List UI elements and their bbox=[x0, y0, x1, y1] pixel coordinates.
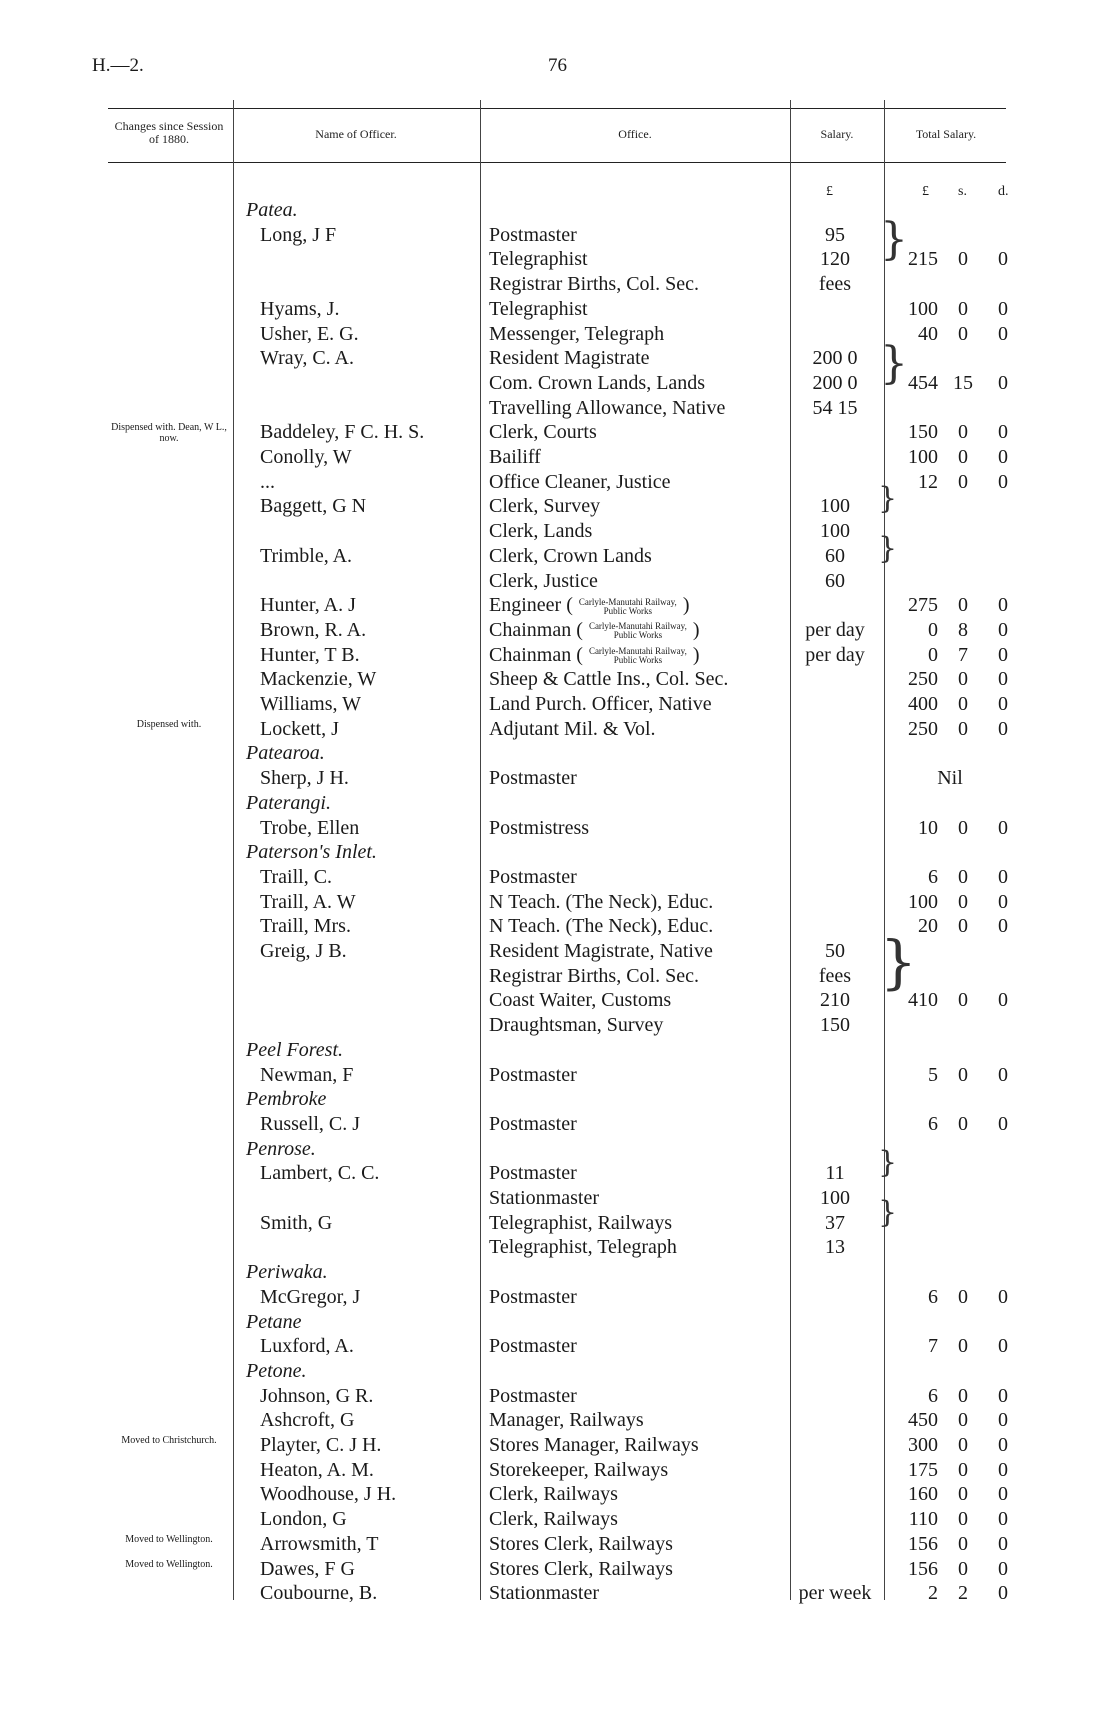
table-row bbox=[0, 766, 1114, 790]
office-title-text: Engineer bbox=[489, 594, 562, 617]
total-shillings: 0 bbox=[958, 693, 968, 715]
total-shillings: 0 bbox=[958, 1532, 968, 1555]
salary-value: 11 bbox=[825, 1162, 845, 1185]
officer-name: Arrowsmith, T bbox=[260, 1532, 379, 1555]
change-note: Moved to Christchurch. bbox=[121, 1435, 217, 1446]
place-heading-row bbox=[0, 1137, 1114, 1161]
office-note: Carlyle-Manutahi Railway, Public Works bbox=[588, 646, 687, 665]
brace-icon: } bbox=[878, 481, 898, 516]
pence-unit: d. bbox=[998, 184, 1009, 199]
total-pounds: 300 bbox=[908, 1434, 938, 1456]
total-pounds: 215 bbox=[908, 248, 938, 271]
officer-name: Russell, C. J bbox=[260, 1112, 361, 1135]
place-heading-row bbox=[0, 1359, 1114, 1383]
total-pounds: 6 bbox=[928, 865, 938, 888]
table-row bbox=[0, 717, 1114, 741]
salary-value: fees bbox=[818, 964, 852, 987]
total-shillings: 15 bbox=[953, 371, 973, 394]
place-name: Pembroke bbox=[246, 1088, 327, 1111]
total-pence: 0 bbox=[998, 618, 1008, 641]
salary-value: 37 bbox=[825, 1211, 845, 1234]
office-title: Postmaster bbox=[489, 223, 577, 246]
office-title: Engineer ( Carlyle-Manutahi Railway, Public Works ) bbox=[489, 594, 690, 617]
table-row bbox=[0, 988, 1114, 1012]
total-shillings: 2 bbox=[958, 1582, 968, 1605]
total-pence: 0 bbox=[998, 1483, 1008, 1506]
office-title: Stores Clerk, Railways bbox=[489, 1557, 673, 1580]
office-title: Clerk, Survey bbox=[489, 495, 601, 518]
officer-name: ... bbox=[260, 470, 275, 493]
table-row bbox=[0, 618, 1114, 642]
place-heading-row bbox=[0, 198, 1114, 222]
place-name: Paterangi. bbox=[246, 791, 331, 814]
officer-name: Mackenzie, W bbox=[260, 668, 377, 691]
table-row bbox=[0, 1458, 1114, 1482]
change-note: Moved to Wellington. bbox=[125, 1558, 213, 1570]
office-title: Telegraphist, Railways bbox=[489, 1211, 672, 1234]
officer-name: Smith, G bbox=[260, 1211, 333, 1234]
office-title: Telegraphist bbox=[489, 248, 588, 271]
office-title: Office Cleaner, Justice bbox=[489, 470, 671, 493]
total-pounds: 100 bbox=[908, 446, 938, 468]
officer-name: Traill, Mrs. bbox=[260, 915, 351, 938]
total-shillings: 0 bbox=[958, 1434, 968, 1456]
officer-name: Dawes, F G bbox=[260, 1557, 355, 1580]
office-title: Coast Waiter, Customs bbox=[489, 989, 672, 1012]
office-title: Com. Crown Lands, Lands bbox=[489, 371, 706, 394]
table-row bbox=[0, 1013, 1114, 1037]
total-pounds: 100 bbox=[908, 890, 938, 913]
table-row bbox=[0, 1581, 1114, 1605]
place-heading-row bbox=[0, 840, 1114, 864]
total-pounds: 275 bbox=[908, 594, 938, 617]
officer-name: McGregor, J bbox=[260, 1285, 361, 1308]
office-title: Resident Magistrate bbox=[489, 347, 650, 370]
table-row bbox=[0, 470, 1114, 494]
officer-name: Ashcroft, G bbox=[260, 1409, 355, 1432]
salary-value: 200 0 bbox=[812, 347, 858, 370]
brace-icon: } bbox=[880, 214, 908, 265]
total-pounds: 7 bbox=[928, 1335, 938, 1358]
officer-name: Baddeley, F C. H. S. bbox=[260, 421, 425, 444]
office-title: Clerk, Crown Lands bbox=[489, 544, 652, 567]
office-title: N Teach. (The Neck), Educ. bbox=[489, 890, 714, 913]
header-rule bbox=[108, 162, 1006, 163]
place-name: Patea. bbox=[246, 199, 298, 221]
change-note: Moved to Wellington. bbox=[125, 1533, 213, 1545]
place-heading-row bbox=[0, 1038, 1114, 1062]
total-pence: 0 bbox=[998, 1582, 1008, 1605]
officer-name: Wray, C. A. bbox=[260, 347, 354, 370]
place-heading-row bbox=[0, 741, 1114, 765]
pounds-unit: £ bbox=[922, 184, 929, 199]
table-row bbox=[0, 322, 1114, 346]
officer-name: Newman, F bbox=[260, 1063, 354, 1086]
place-name: Petone. bbox=[246, 1359, 307, 1382]
total-pence: 0 bbox=[998, 816, 1008, 839]
table-row bbox=[0, 544, 1114, 568]
total-pounds: 400 bbox=[908, 693, 938, 715]
total-pence: 0 bbox=[998, 1409, 1008, 1432]
table-row bbox=[0, 420, 1114, 444]
total-shillings: 0 bbox=[958, 1508, 968, 1531]
total-pounds: 250 bbox=[908, 668, 938, 691]
total-pence: 0 bbox=[998, 890, 1008, 913]
salary-value: 13 bbox=[825, 1236, 845, 1259]
office-title: Stores Clerk, Railways bbox=[489, 1532, 673, 1555]
total-pounds: 0 bbox=[928, 618, 938, 641]
salary-value: 100 bbox=[820, 520, 850, 543]
table-row bbox=[0, 519, 1114, 543]
salary-value: 100 bbox=[820, 1187, 850, 1209]
office-title: Bailiff bbox=[489, 446, 541, 468]
table-row bbox=[0, 1507, 1114, 1531]
salary-value: 210 bbox=[820, 989, 850, 1012]
office-title: Postmaster bbox=[489, 1112, 577, 1135]
total-pence: 0 bbox=[998, 322, 1008, 345]
total-shillings: 0 bbox=[958, 1112, 968, 1135]
total-pence: 0 bbox=[998, 1508, 1008, 1531]
table-row bbox=[0, 939, 1114, 963]
office-title: Postmaster bbox=[489, 1162, 577, 1185]
total-shillings: 0 bbox=[958, 297, 968, 320]
total-pence: 0 bbox=[998, 446, 1008, 468]
officer-name: Coubourne, B. bbox=[260, 1582, 378, 1605]
total-shillings: 0 bbox=[958, 890, 968, 913]
place-name: Penrose. bbox=[246, 1137, 316, 1160]
place-heading-row bbox=[0, 1310, 1114, 1334]
change-note: Dispensed with. Dean, W L., now. bbox=[111, 422, 227, 445]
column-header-name: Name of Officer. bbox=[315, 127, 397, 141]
table-row bbox=[0, 371, 1114, 395]
table-row bbox=[0, 890, 1114, 914]
total-pence: 0 bbox=[998, 693, 1008, 715]
salary-value: 60 bbox=[825, 569, 845, 592]
total-shillings: 0 bbox=[958, 915, 968, 938]
table-row bbox=[0, 1235, 1114, 1259]
office-title: Messenger, Telegraph bbox=[489, 322, 665, 345]
table-row bbox=[0, 1334, 1114, 1358]
total-shillings: 0 bbox=[958, 717, 968, 740]
place-heading-row bbox=[0, 791, 1114, 815]
office-title: Postmaster bbox=[489, 865, 577, 888]
total-pence: 0 bbox=[998, 717, 1008, 740]
officer-name: Hyams, J. bbox=[260, 297, 340, 320]
office-title: Adjutant Mil. & Vol. bbox=[489, 717, 656, 740]
office-title: Postmaster bbox=[489, 767, 577, 790]
total-pence: 0 bbox=[998, 594, 1008, 617]
officer-name: Woodhouse, J H. bbox=[260, 1483, 397, 1506]
officer-name: London, G bbox=[260, 1508, 347, 1531]
total-pence: 0 bbox=[998, 1063, 1008, 1086]
table-row bbox=[0, 223, 1114, 247]
office-title: Stationmaster bbox=[489, 1582, 599, 1605]
table-row bbox=[0, 297, 1114, 321]
document-reference: H.—2. bbox=[92, 55, 144, 76]
table-row bbox=[0, 816, 1114, 840]
office-title: Postmaster bbox=[489, 1063, 577, 1086]
table-row bbox=[0, 865, 1114, 889]
total-pounds: 6 bbox=[928, 1285, 938, 1308]
total-pounds: 160 bbox=[908, 1483, 938, 1506]
total-shillings: 0 bbox=[958, 421, 968, 444]
total-pounds: 100 bbox=[908, 297, 938, 320]
total-pence: 0 bbox=[998, 1458, 1008, 1481]
total-pounds: 250 bbox=[908, 717, 938, 740]
table-row bbox=[0, 1161, 1114, 1185]
salary-unit: £ bbox=[826, 184, 833, 199]
total-shillings: 0 bbox=[958, 470, 968, 493]
office-title: Clerk, Justice bbox=[489, 569, 598, 592]
total-shillings: 0 bbox=[958, 1285, 968, 1308]
officer-name: Luxford, A. bbox=[260, 1335, 354, 1358]
office-title: Stationmaster bbox=[489, 1187, 599, 1209]
place-heading-row bbox=[0, 1087, 1114, 1111]
place-name: Petane bbox=[246, 1310, 302, 1333]
salary-value: 60 bbox=[825, 544, 845, 567]
office-title: Registrar Births, Col. Sec. bbox=[489, 273, 699, 296]
salary-value: per day bbox=[805, 643, 865, 666]
office-title: Chainman ( Carlyle-Manutahi Railway, Public Works ) bbox=[489, 643, 700, 666]
officer-name: Usher, E. G. bbox=[260, 322, 359, 345]
column-header-total: Total Salary. bbox=[915, 127, 977, 141]
total-pounds: 410 bbox=[908, 989, 938, 1012]
total-pence: 0 bbox=[998, 1434, 1008, 1456]
office-title: Postmaster bbox=[489, 1335, 577, 1358]
table-row bbox=[0, 1384, 1114, 1408]
officer-name: Trimble, A. bbox=[260, 544, 353, 567]
total-shillings: 8 bbox=[958, 618, 968, 641]
office-title: Postmaster bbox=[489, 1384, 577, 1407]
salary-value: 120 bbox=[820, 248, 850, 271]
table-row bbox=[0, 494, 1114, 518]
table-row bbox=[0, 1063, 1114, 1087]
table-row bbox=[0, 1211, 1114, 1235]
office-title-text: Chainman bbox=[489, 618, 572, 641]
total-shillings: 0 bbox=[958, 1335, 968, 1358]
total-pounds: 6 bbox=[928, 1112, 938, 1135]
total-pounds: 110 bbox=[908, 1508, 938, 1531]
table-row bbox=[0, 964, 1114, 988]
total-pence: 0 bbox=[998, 371, 1008, 394]
office-title: Postmaster bbox=[489, 1285, 577, 1308]
brace-icon: } bbox=[880, 928, 917, 996]
total-pounds: 2 bbox=[928, 1582, 938, 1605]
table-row bbox=[0, 1557, 1114, 1581]
total-pence: 0 bbox=[998, 865, 1008, 888]
total-shillings: 0 bbox=[958, 322, 968, 345]
column-header-office: Office. bbox=[618, 127, 652, 141]
officer-name: Hunter, T B. bbox=[260, 643, 360, 666]
officer-name: Heaton, A. M. bbox=[260, 1458, 374, 1481]
total-pounds: 5 bbox=[928, 1063, 938, 1086]
officer-name: Greig, J B. bbox=[260, 940, 347, 962]
officer-name: Trobe, Ellen bbox=[260, 816, 360, 839]
officer-name: Hunter, A. J bbox=[260, 594, 356, 617]
total-shillings: 0 bbox=[958, 248, 968, 271]
total-shillings: 0 bbox=[958, 1063, 968, 1086]
officer-name: Baggett, G N bbox=[260, 495, 367, 518]
officer-name: Playter, C. J H. bbox=[260, 1434, 382, 1456]
salary-value: 100 bbox=[820, 495, 850, 518]
total-shillings: 0 bbox=[958, 1458, 968, 1481]
brace-icon: } bbox=[878, 531, 898, 566]
total-pence: 0 bbox=[998, 668, 1008, 691]
officer-name: Lockett, J bbox=[260, 717, 339, 740]
total-pounds: 156 bbox=[908, 1557, 938, 1580]
salary-value: per week bbox=[798, 1582, 872, 1605]
table-row bbox=[0, 692, 1114, 716]
total-shillings: 0 bbox=[958, 1483, 968, 1506]
office-title: Resident Magistrate, Native bbox=[489, 940, 713, 962]
page-number: 76 bbox=[548, 55, 567, 76]
table-row bbox=[0, 593, 1114, 617]
office-title: Draughtsman, Survey bbox=[489, 1014, 664, 1037]
total-shillings: 0 bbox=[958, 1384, 968, 1407]
office-title: Land Purch. Officer, Native bbox=[489, 693, 712, 715]
table-row bbox=[0, 1112, 1114, 1136]
top-rule bbox=[108, 108, 1006, 109]
total-pounds: 450 bbox=[908, 1409, 938, 1432]
total-pence: 0 bbox=[998, 989, 1008, 1012]
officer-name: Williams, W bbox=[260, 693, 362, 715]
salary-value: per day bbox=[805, 618, 865, 641]
total-pounds: 10 bbox=[918, 816, 938, 839]
officer-name: Conolly, W bbox=[260, 446, 352, 468]
total-shillings: 0 bbox=[958, 446, 968, 468]
total-pence: 0 bbox=[998, 1112, 1008, 1135]
place-name: Peel Forest. bbox=[246, 1038, 344, 1061]
table-row bbox=[0, 1433, 1114, 1457]
office-title: Clerk, Courts bbox=[489, 421, 597, 444]
total-shillings: 7 bbox=[958, 643, 968, 666]
total-shillings: 0 bbox=[958, 1409, 968, 1432]
office-title: Travelling Allowance, Native bbox=[489, 396, 726, 419]
table-row bbox=[0, 569, 1114, 593]
total-shillings: 0 bbox=[958, 816, 968, 839]
office-title: Telegraphist, Telegraph bbox=[489, 1236, 677, 1259]
office-title: Registrar Births, Col. Sec. bbox=[489, 964, 699, 987]
officer-name: Sherp, J H. bbox=[260, 767, 349, 790]
total-pence: 0 bbox=[998, 1384, 1008, 1407]
table-row bbox=[0, 667, 1114, 691]
total-shillings: 0 bbox=[958, 594, 968, 617]
total-pounds: 20 bbox=[918, 915, 938, 938]
office-title: Clerk, Lands bbox=[489, 520, 593, 543]
total-pence: 0 bbox=[998, 1557, 1008, 1580]
change-note: Dispensed with. bbox=[136, 718, 202, 730]
table-row bbox=[0, 396, 1114, 420]
office-title: Clerk, Railways bbox=[489, 1483, 618, 1506]
office-title: Manager, Railways bbox=[489, 1409, 644, 1432]
total-pence: 0 bbox=[998, 1335, 1008, 1358]
total-shillings: 0 bbox=[958, 668, 968, 691]
total-nil: Nil bbox=[937, 767, 963, 790]
salary-value: 95 bbox=[825, 223, 845, 246]
salary-value: 150 bbox=[820, 1014, 850, 1037]
total-pounds: 150 bbox=[908, 421, 938, 444]
officer-name: Lambert, C. C. bbox=[260, 1162, 380, 1185]
total-shillings: 0 bbox=[958, 1557, 968, 1580]
office-note: Carlyle-Manutahi Railway, Public Works bbox=[588, 621, 687, 641]
officer-name: Traill, A. W bbox=[260, 890, 356, 913]
office-title: Storekeeper, Railways bbox=[489, 1458, 669, 1481]
total-pounds: 12 bbox=[918, 470, 938, 493]
table-row bbox=[0, 1482, 1114, 1506]
table-row bbox=[0, 247, 1114, 271]
table-row bbox=[0, 1408, 1114, 1432]
total-pence: 0 bbox=[998, 421, 1008, 444]
total-pounds: 156 bbox=[908, 1532, 938, 1555]
total-pounds: 175 bbox=[908, 1458, 938, 1481]
total-pounds: 454 bbox=[908, 371, 938, 394]
table-row bbox=[0, 1532, 1114, 1556]
officer-name: Johnson, G R. bbox=[260, 1384, 374, 1407]
brace-icon: } bbox=[878, 1145, 898, 1180]
officer-name: Traill, C. bbox=[260, 865, 333, 888]
office-title: Clerk, Railways bbox=[489, 1508, 618, 1531]
office-title: Sheep & Cattle Ins., Col. Sec. bbox=[489, 668, 729, 691]
salary-value: 50 bbox=[825, 940, 845, 962]
place-heading-row bbox=[0, 1260, 1114, 1284]
total-pence: 0 bbox=[998, 1285, 1008, 1308]
table-row bbox=[0, 914, 1114, 938]
total-pence: 0 bbox=[998, 248, 1008, 271]
office-note: Carlyle-Manutahi Railway, Public Works bbox=[578, 596, 677, 616]
salary-value: 200 0 bbox=[812, 371, 858, 394]
table-row bbox=[0, 272, 1114, 296]
salary-value: 54 15 bbox=[812, 396, 858, 419]
place-name: Paterson's Inlet. bbox=[246, 841, 377, 864]
officer-name: Long, J F bbox=[260, 223, 337, 246]
office-title: Telegraphist bbox=[489, 297, 588, 320]
officer-name: Brown, R. A. bbox=[260, 618, 367, 641]
brace-icon: } bbox=[880, 338, 908, 389]
column-header-salary: Salary. bbox=[820, 127, 854, 141]
place-name: Patearoa. bbox=[246, 742, 325, 765]
office-title-text: Chainman bbox=[489, 643, 572, 666]
office-title: Stores Manager, Railways bbox=[489, 1434, 699, 1456]
brace-icon: } bbox=[878, 1195, 898, 1230]
office-title: N Teach. (The Neck), Educ. bbox=[489, 915, 714, 938]
total-pence: 0 bbox=[998, 470, 1008, 493]
table-row bbox=[0, 1186, 1114, 1210]
place-name: Periwaka. bbox=[246, 1261, 328, 1284]
table-row bbox=[0, 445, 1114, 469]
total-pounds: 6 bbox=[928, 1384, 938, 1407]
total-pence: 0 bbox=[998, 915, 1008, 938]
table-row bbox=[0, 1285, 1114, 1309]
column-header-changes: Changes since Session of 1880. bbox=[114, 119, 224, 146]
total-pence: 0 bbox=[998, 643, 1008, 666]
total-pence: 0 bbox=[998, 297, 1008, 320]
total-pence: 0 bbox=[998, 1532, 1008, 1555]
office-title: Chainman ( Carlyle-Manutahi Railway, Public Works ) bbox=[489, 618, 700, 641]
shillings-unit: s. bbox=[958, 184, 967, 199]
table-row bbox=[0, 643, 1114, 667]
salary-value: fees bbox=[818, 273, 852, 296]
total-pounds: 0 bbox=[928, 643, 938, 666]
total-shillings: 0 bbox=[958, 989, 968, 1012]
office-title: Postmistress bbox=[489, 816, 590, 839]
total-shillings: 0 bbox=[958, 865, 968, 888]
total-pounds: 40 bbox=[918, 322, 938, 345]
table-row bbox=[0, 346, 1114, 370]
